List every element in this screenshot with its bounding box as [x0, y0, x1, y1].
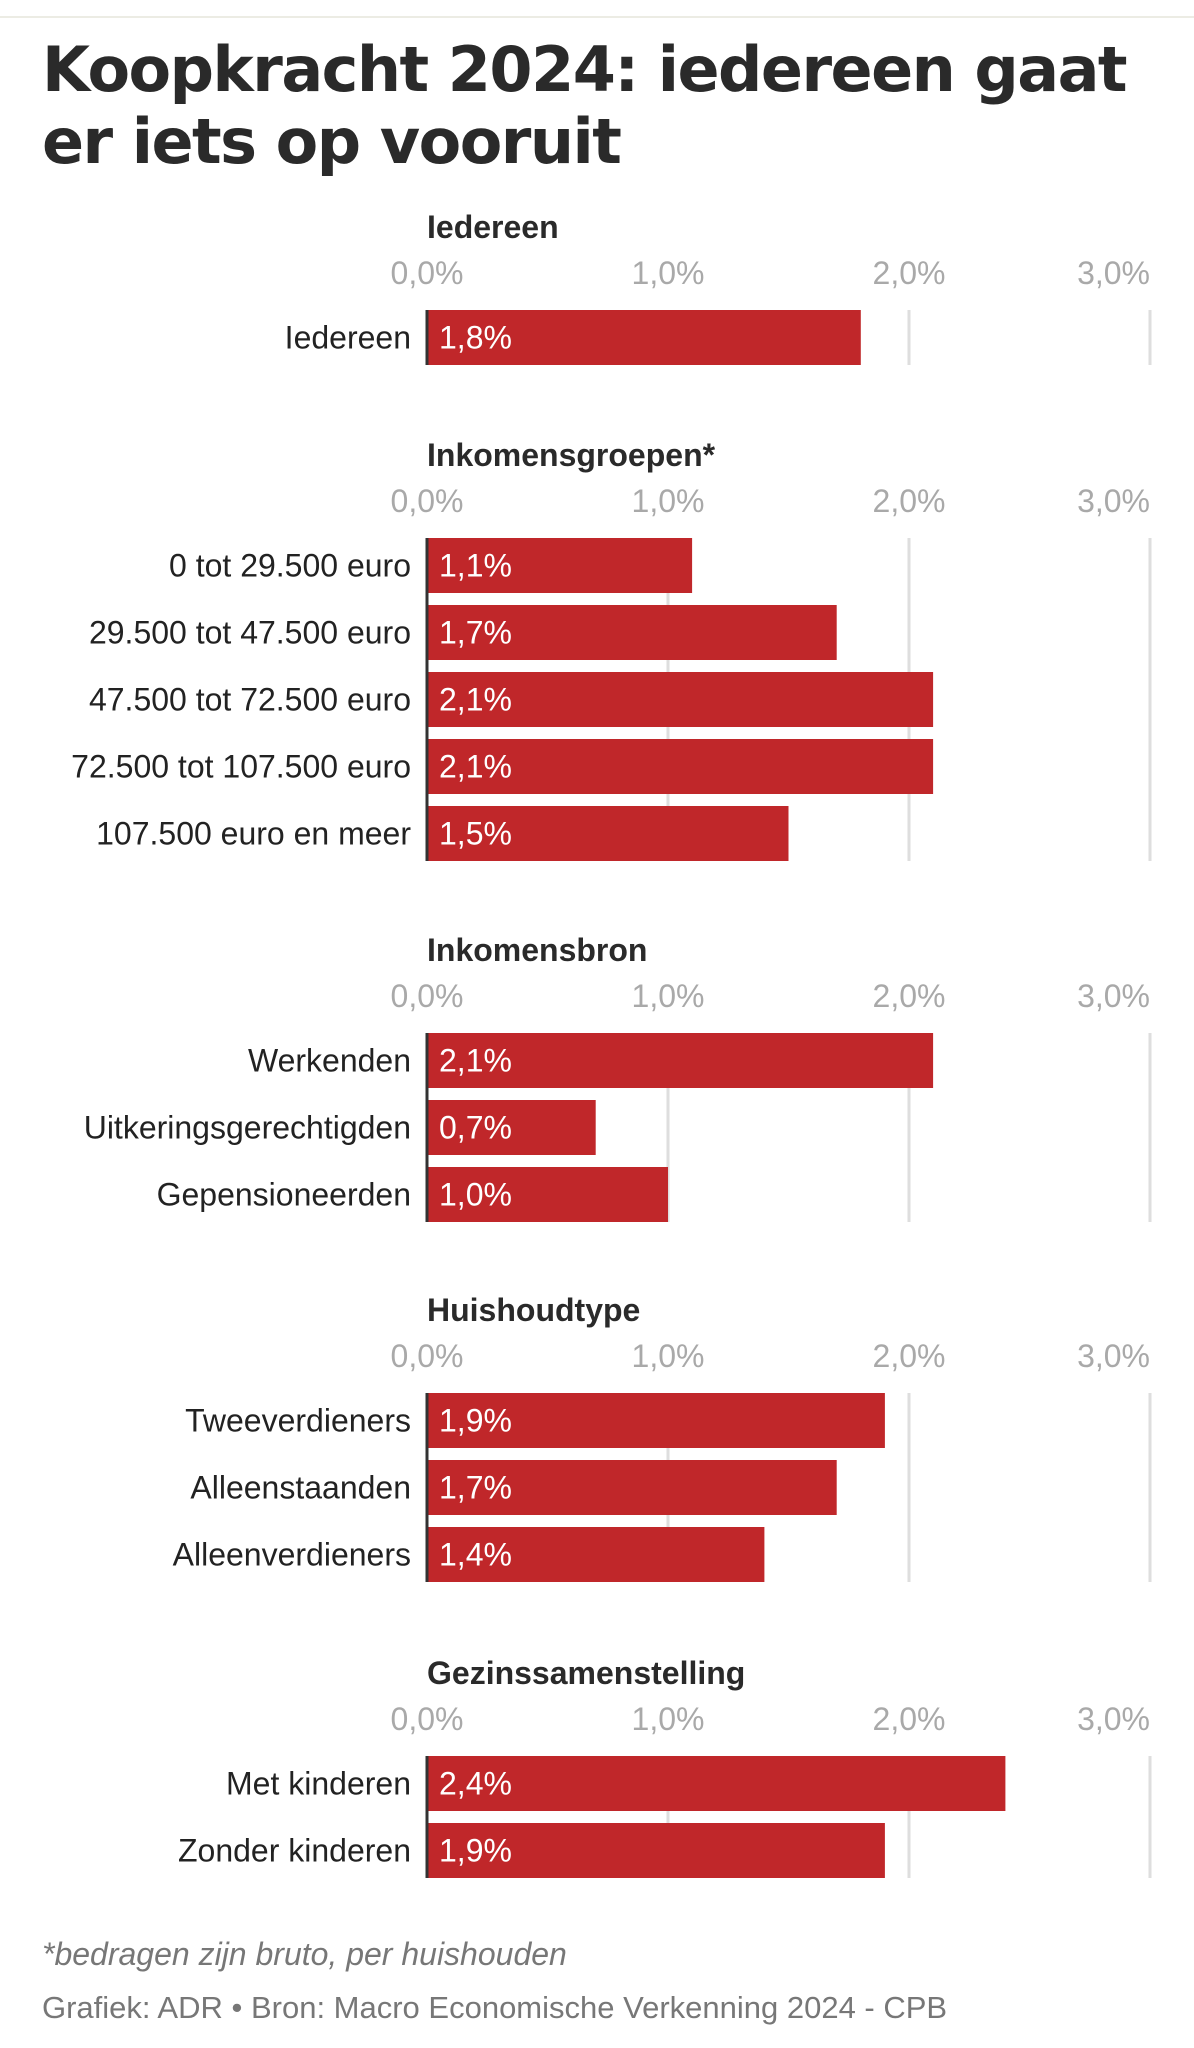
panel-title: Inkomensbron [427, 932, 648, 968]
category-label: Tweeverdieners [185, 1402, 411, 1439]
x-tick-label: 2,0% [872, 978, 946, 1014]
category-label: Alleenverdieners [172, 1536, 411, 1573]
value-label: 1,1% [439, 547, 512, 584]
panel-title: Iedereen [427, 209, 559, 245]
category-label: Werkenden [247, 1042, 411, 1079]
bar [427, 1756, 1005, 1811]
x-tick-label: 0,0% [390, 1338, 464, 1374]
category-label: Uitkeringsgerechtigden [83, 1109, 411, 1146]
category-label: 107.500 euro en meer [96, 815, 411, 852]
chart-panel [285, 209, 1150, 365]
x-tick-label: 3,0% [1077, 978, 1150, 1014]
category-label: 29.500 tot 47.500 euro [88, 614, 411, 651]
x-tick-label: 2,0% [872, 1701, 946, 1737]
category-label: Zonder kinderen [177, 1832, 411, 1869]
value-label: 1,5% [439, 815, 512, 852]
category-label: Alleenstaanden [190, 1469, 411, 1506]
value-label: 2,1% [439, 1042, 512, 1079]
value-label: 1,7% [439, 1469, 512, 1506]
category-label: Met kinderen [226, 1765, 411, 1802]
value-label: 1,4% [439, 1536, 512, 1573]
chart-panel [178, 1655, 1150, 1878]
category-label: 72.500 tot 107.500 euro [71, 748, 411, 785]
x-tick-label: 3,0% [1077, 255, 1150, 291]
value-label: 2,1% [439, 748, 512, 785]
source-credit: Grafiek: ADR • Bron: Macro Economische Verkenning 2024 - CPB [42, 1990, 948, 2025]
value-label: 1,8% [439, 319, 512, 356]
x-tick-label: 3,0% [1077, 1338, 1150, 1374]
chart-panel [84, 932, 1150, 1222]
value-label: 1,9% [439, 1402, 512, 1439]
x-tick-label: 3,0% [1077, 483, 1150, 519]
x-tick-label: 0,0% [390, 1701, 464, 1737]
value-label: 0,7% [439, 1109, 512, 1146]
value-label: 1,7% [439, 614, 512, 651]
x-tick-label: 0,0% [390, 255, 464, 291]
category-label: 47.500 tot 72.500 euro [88, 681, 411, 718]
value-label: 1,0% [439, 1176, 512, 1213]
value-label: 2,1% [439, 681, 512, 718]
panel-title: Huishoudtype [427, 1292, 641, 1328]
value-label: 1,9% [439, 1832, 512, 1869]
category-label: 0 tot 29.500 euro [169, 547, 411, 584]
x-tick-label: 2,0% [872, 483, 946, 519]
page-title: Koopkracht 2024: iedereen gaat er iets op vooruit [42, 33, 1127, 178]
x-tick-label: 2,0% [872, 1338, 946, 1374]
x-tick-label: 1,0% [631, 255, 705, 291]
category-label: Gepensioneerden [156, 1176, 411, 1213]
value-label: 2,4% [439, 1765, 512, 1802]
footnote: *bedragen zijn bruto, per huishouden [42, 1936, 567, 1972]
x-tick-label: 0,0% [390, 978, 464, 1014]
category-label: Iedereen [284, 319, 411, 356]
x-tick-label: 1,0% [631, 1338, 705, 1374]
x-tick-label: 0,0% [390, 483, 464, 519]
panel-title: Gezinssamenstelling [427, 1655, 746, 1691]
x-tick-label: 3,0% [1077, 1701, 1150, 1737]
x-tick-label: 1,0% [631, 1701, 705, 1737]
x-tick-label: 1,0% [631, 483, 705, 519]
chart-panel [173, 1292, 1150, 1582]
x-tick-label: 2,0% [872, 255, 946, 291]
chart-panel [71, 437, 1150, 861]
panel-title: Inkomensgroepen* [427, 437, 716, 473]
x-tick-label: 1,0% [631, 978, 705, 1014]
